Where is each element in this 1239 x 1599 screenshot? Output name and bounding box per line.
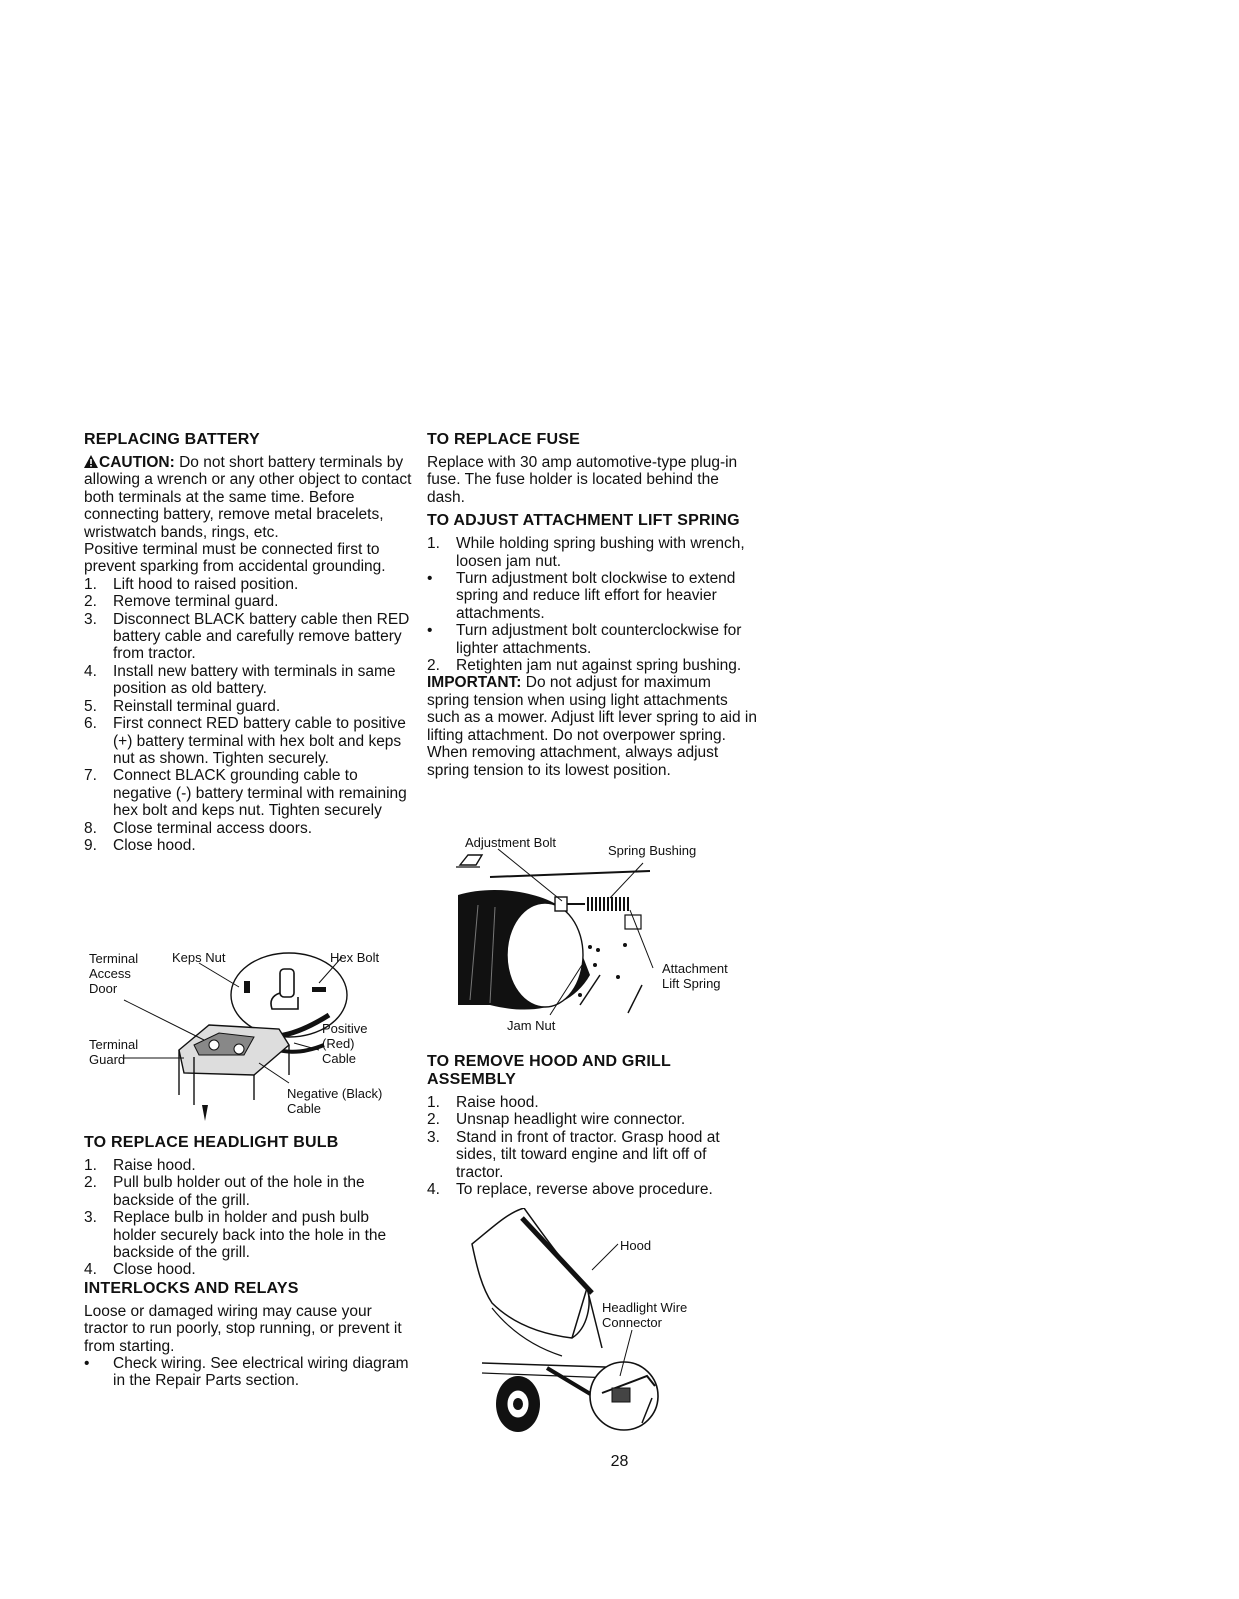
hood-step <box>427 1094 757 1111</box>
hood-step <box>427 1181 757 1198</box>
battery-step <box>84 820 414 837</box>
interlocks-bullets-list <box>84 1355 414 1390</box>
battery-terminal-figure <box>84 945 414 1130</box>
interlock-bullet <box>84 1355 414 1390</box>
headlight-step <box>84 1209 414 1261</box>
hood-figure <box>452 1208 742 1448</box>
warning-triangle-icon <box>84 455 98 468</box>
battery-step <box>84 593 414 610</box>
battery-step <box>84 837 414 854</box>
hood-label: Hood <box>620 1238 652 1253</box>
battery-step-text: Reinstall terminal guard. <box>113 697 281 715</box>
lift-spring-step <box>427 657 757 674</box>
right-lower-column <box>427 1053 757 1198</box>
battery-step-text: First connect RED battery cable to positive (+) battery terminal with hex bolt and keps nut as shown. Tighten securely. <box>113 715 406 767</box>
important-paragraph <box>427 674 757 778</box>
important-label: IMPORTANT: <box>427 674 522 692</box>
attachment-lift-spring-label: Attachment Lift Spring <box>662 961 728 991</box>
battery-step <box>84 576 414 593</box>
battery-step-text: Install new battery with terminals in same position as old battery. <box>113 662 396 698</box>
headlight-step-text: Close hood. <box>113 1261 196 1279</box>
headlight-step-text: Raise hood. <box>113 1157 196 1174</box>
caution-label: CAUTION: <box>99 454 175 471</box>
fuse-text: Replace with 30 amp automotive-type plug-in fuse. The fuse holder is located behind the dash. <box>427 454 738 506</box>
left-lower-column <box>84 1134 414 1390</box>
headlight-step-number: 2. <box>84 1174 97 1192</box>
battery-step <box>84 663 414 698</box>
terminal-access-door-label: Terminal Access Door <box>89 951 139 996</box>
lift-spring-step <box>427 622 757 657</box>
positive-cable-label: Positive (Red) Cable <box>322 1021 368 1066</box>
headlight-wire-connector-label: Headlight Wire Connector <box>602 1300 688 1330</box>
battery-step-text: Lift hood to raised position. <box>113 575 299 593</box>
lift-spring-step <box>427 570 757 622</box>
replacing-battery-heading: REPLACING BATTERY <box>84 431 260 448</box>
headlight-step-number: 1. <box>84 1157 97 1174</box>
lift-spring-step-text: Retighten jam nut against spring bushing. <box>456 657 742 675</box>
battery-step <box>84 715 414 767</box>
lift-spring-step-number: • <box>427 622 433 640</box>
headlight-step <box>84 1157 414 1174</box>
fuse-heading: TO REPLACE FUSE <box>427 431 580 448</box>
positive-note: Positive terminal must be connected first to prevent sparking from accidental grounding. <box>84 541 386 576</box>
battery-step-number: 7. <box>84 767 97 785</box>
interlocks-text: Loose or damaged wiring may cause your tractor to run poorly, stop running, or prevent it from starting. <box>84 1302 402 1355</box>
hood-step <box>427 1129 757 1181</box>
lift-spring-step-text: Turn adjustment bolt clockwise to extend spring and reduce lift effort for heavier attachments. <box>456 570 736 622</box>
lift-spring-step-number: 1. <box>427 535 440 553</box>
lift-spring-step-number: 2. <box>427 657 440 675</box>
keps-nut-label: Keps Nut <box>172 950 226 965</box>
battery-step-text: Close hood. <box>113 836 196 854</box>
important-text: Do not adjust for maximum spring tension when using light attachments such as a mower. Adjust lift lever spring to aid in lifting attachment. Do not overpower spring. When removing attachment, always adjust spring tension to its lowest position. <box>427 674 757 779</box>
hood-step <box>427 1111 757 1128</box>
lift-spring-illustration <box>450 835 750 1035</box>
hood-step-text: To replace, reverse above procedure. <box>456 1181 713 1199</box>
battery-step-number: 2. <box>84 593 97 611</box>
battery-step-number: 9. <box>84 836 97 854</box>
battery-step-number: 1. <box>84 575 97 593</box>
hood-step-text: Raise hood. <box>456 1094 539 1111</box>
adjustment-bolt-label: Adjustment Bolt <box>465 835 557 850</box>
headlight-steps-list <box>84 1157 414 1279</box>
headlight-step-text: Pull bulb holder out of the hole in the backside of the grill. <box>113 1174 365 1209</box>
lift-spring-step-number: • <box>427 570 433 588</box>
page-number: 28 <box>610 1453 629 1470</box>
hex-bolt-label: Hex Bolt <box>330 950 380 965</box>
battery-step-text: Disconnect BLACK battery cable then RED battery cable and carefully remove battery from tractor. <box>113 610 410 663</box>
headlight-step-text: Replace bulb in holder and push bulb holder securely back into the hole in the backside of the grill. <box>113 1209 387 1262</box>
battery-step-text: Remove terminal guard. <box>113 593 279 611</box>
lift-spring-step-text: Turn adjustment bolt counterclockwise for lighter attachments. <box>456 622 742 657</box>
interlocks-heading: INTERLOCKS AND RELAYS <box>84 1279 299 1297</box>
battery-step-number: 6. <box>84 715 97 733</box>
hood-step-number: 4. <box>427 1181 440 1199</box>
hood-step-number: 1. <box>427 1094 440 1111</box>
battery-step <box>84 611 414 663</box>
negative-cable-label: Negative (Black) Cable <box>287 1086 383 1116</box>
headlight-step-number: 3. <box>84 1209 97 1227</box>
battery-step-text: Close terminal access doors. <box>113 819 312 837</box>
hood-step-number: 2. <box>427 1111 440 1129</box>
lift-spring-figure <box>450 835 750 1035</box>
hood-step-number: 3. <box>427 1128 440 1146</box>
battery-step-number: 8. <box>84 819 97 837</box>
headlight-step <box>84 1174 414 1209</box>
spring-bushing-label: Spring Bushing <box>608 843 697 858</box>
headlight-step <box>84 1261 414 1278</box>
hood-step-text: Unsnap headlight wire connector. <box>456 1111 686 1129</box>
lift-spring-steps-list <box>427 535 757 674</box>
lift-spring-step <box>427 535 757 570</box>
battery-step <box>84 698 414 715</box>
hood-steps-list <box>427 1094 757 1198</box>
right-column <box>427 431 757 779</box>
caution-paragraph <box>84 454 414 541</box>
left-column <box>84 431 414 854</box>
headlight-heading: TO REPLACE HEADLIGHT BULB <box>84 1134 339 1151</box>
lift-spring-step-text: While holding spring bushing with wrench, loosen jam nut. <box>456 535 745 570</box>
battery-steps-list <box>84 576 414 855</box>
caution-text: Do not short battery terminals by allowing a wrench or any other object to contact both terminals at the same time. Before connecting battery, remove metal bracelets, wristwatch bands, rings, etc. <box>84 454 412 541</box>
interlock-bullet-number: • <box>84 1355 90 1373</box>
terminal-guard-label: Terminal Guard <box>89 1037 139 1067</box>
battery-step <box>84 767 414 819</box>
jam-nut-label: Jam Nut <box>507 1018 556 1033</box>
hood-step-text: Stand in front of tractor. Grasp hood at sides, tilt toward engine and lift off of tractor. <box>456 1128 720 1181</box>
interlock-bullet-text: Check wiring. See electrical wiring diagram in the Repair Parts section. <box>113 1355 409 1390</box>
lift-spring-heading: TO ADJUST ATTACHMENT LIFT SPRING <box>427 512 740 530</box>
headlight-step-number: 4. <box>84 1261 97 1279</box>
battery-step-number: 5. <box>84 697 97 715</box>
hood-illustration <box>452 1208 742 1448</box>
battery-step-text: Connect BLACK grounding cable to negative (-) battery terminal with remaining hex bolt and keps nut. Tighten securely <box>113 767 407 820</box>
battery-step-number: 4. <box>84 662 97 680</box>
hood-heading: TO REMOVE HOOD AND GRILL ASSEMBLY <box>427 1053 671 1088</box>
battery-step-number: 3. <box>84 610 97 628</box>
